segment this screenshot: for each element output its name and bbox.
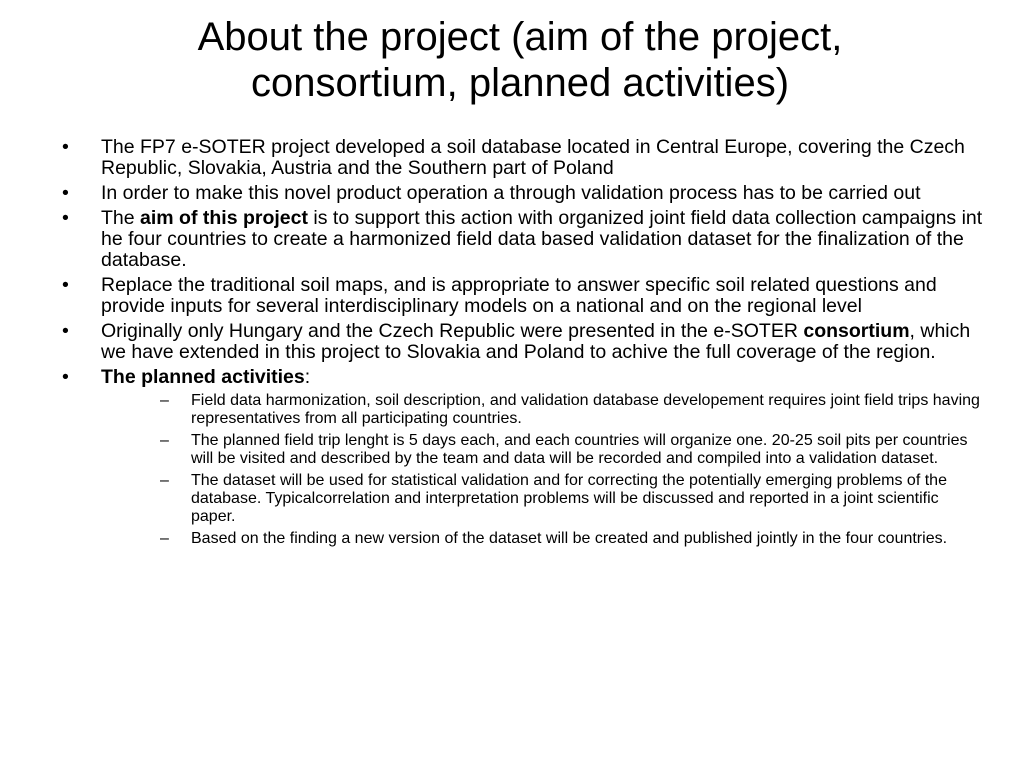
bullet-marker: • — [62, 136, 69, 158]
bullet-item-aim — [56, 208, 986, 271]
slide-title-line-1: About the project (aim of the project, — [197, 15, 843, 59]
bullet-text-bold: aim of this project — [140, 207, 308, 229]
bullet-marker: • — [62, 320, 69, 342]
bullet-text: Replace the traditional soil maps, and is appropriate to answer specific soil related questions and provide inputs for several interdisciplinary models on a national and on the regional level — [101, 274, 937, 317]
bullet-marker: • — [62, 274, 69, 296]
sub-bullet-item-statistical-validation — [101, 472, 986, 526]
bullet-marker: • — [62, 207, 69, 229]
sub-bullet-marker: – — [160, 472, 169, 489]
sub-bullet-text: The planned field trip lenght is 5 days each, and each countries will organize one. 20-25 soil pits per countries will be visited and described by the team and data will be recorded and compiled into a validation dataset. — [191, 432, 968, 467]
bullet-item-planned-activities — [56, 367, 986, 548]
sub-bullet-item-harmonization — [101, 392, 986, 428]
bullet-item-validation — [56, 183, 986, 204]
sub-bullet-item-new-version — [101, 530, 986, 548]
bullet-item-database — [56, 137, 986, 179]
sub-bullet-marker: – — [160, 392, 169, 409]
bullet-text-bold: consortium — [803, 320, 910, 342]
sub-bullet-marker: – — [160, 432, 169, 449]
bullet-item-replace-maps — [56, 275, 986, 317]
sub-bullet-text: Field data harmonization, soil description, and validation database developement requires joint field trips having representatives from all participating countries. — [191, 392, 980, 427]
bullet-marker: • — [62, 182, 69, 204]
slide-title-line-2: consortium, planned activities) — [250, 61, 790, 105]
sub-bullet-item-field-trip — [101, 432, 986, 468]
bullet-text: In order to make this novel product operation a through validation process has to be carried out — [101, 182, 921, 204]
bullet-marker: • — [62, 366, 69, 388]
sub-bullet-text: Based on the finding a new version of the dataset will be created and published jointly in the four countries. — [191, 530, 948, 547]
bullet-text-pre: The — [101, 207, 141, 229]
sub-bullet-marker: – — [160, 530, 169, 547]
bullet-text-post: is to support this action with organized joint field data collection campaigns int he four countries to create a harmonized field data based validation dataset for the finalization of the database. — [101, 207, 983, 271]
bullet-text-pre: Originally only Hungary and the Czech Republic were presented in the e-SOTER — [101, 320, 804, 342]
bullet-text-post: : — [304, 366, 311, 388]
sub-bullet-text: The dataset will be used for statistical validation and for correcting the potentially emerging problems of the database. Typicalcorrelation and interpretation problems will be discussed and reported in a joint scientific paper. — [191, 472, 947, 525]
bullet-text-bold: The planned activities — [101, 366, 305, 388]
sub-bullet-list — [101, 392, 986, 548]
slide-title — [80, 14, 960, 106]
bullet-text-post: , which we have extended in this project to Slovakia and Poland to achive the full coverage of the region. — [101, 320, 971, 363]
bullet-text: The FP7 e-SOTER project developed a soil database located in Central Europe, covering the Czech Republic, Slovakia, Austria and the Southern part of Poland — [101, 136, 965, 179]
bullet-item-consortium — [56, 321, 986, 363]
bullet-list — [56, 137, 986, 552]
